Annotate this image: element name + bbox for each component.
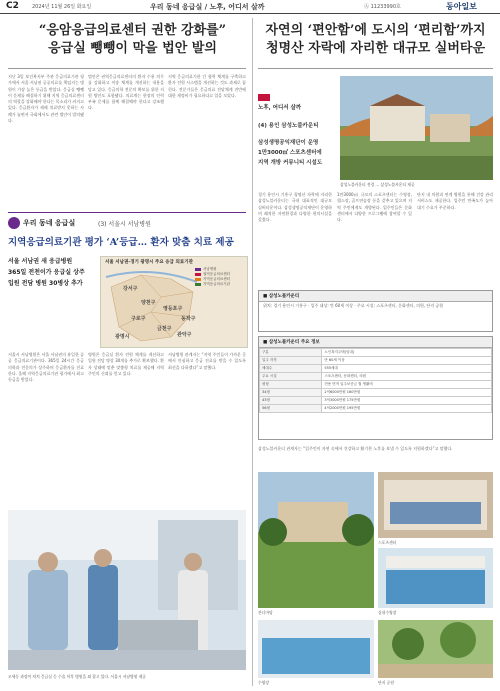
- article-summary: 삼성생명공익재단이 운영 1만3000㎡ 스포츠센터에 지역 개방 커뮤니티 시설도: [258, 140, 323, 166]
- photo-caption: 잔디마당: [258, 610, 273, 615]
- map-label: 광명시: [115, 334, 130, 340]
- silver-town-photo: [340, 76, 493, 180]
- photo-caption: 수영장: [258, 680, 270, 685]
- series-dot-icon: [8, 217, 20, 229]
- column-divider: [252, 18, 253, 686]
- map-label: 영등포구: [163, 306, 183, 312]
- body-text: 지역 응급의료기관 간 협력 체계를 구축하고 환자 전원 시스템을 개선하는 것도 과제로 꼽힌다. 전문가들은 응급의료 전달체계 전반에 대한 재정비가 필요하다고 입을 모았다.: [168, 74, 246, 98]
- table-row: 세대수 555세대: [260, 365, 492, 373]
- left-headline: “응암응급의료센터 권한 강화를” 응급실 뺑뺑이 막을 법안 발의: [38, 23, 227, 56]
- issue-date: 2024년 11월 26일 화요일: [32, 4, 92, 10]
- mid-headline: 지역응급의료기관 평가 ‘A’등급… 환자 맞춤 치료 제공: [8, 237, 234, 248]
- district-map: [100, 256, 248, 348]
- sports-center-photo: [378, 472, 493, 538]
- table-row: 34평 2억6000만원 160만원: [260, 389, 492, 397]
- body-text: 1만3000㎡ 규모의 스포츠센터는 수영장, 헬스장, 골프연습장 등을 갖추고 있으며 지역 주민에게도 개방된다. 입주민들은 문화센터에서 다양한 프로그램에 참여할 수 있다.: [337, 192, 412, 223]
- table-row: 43평 3억3000만원 175만원: [260, 397, 492, 405]
- section-title: 우리 동네 응급실 / 노후, 어디서 살까: [150, 3, 265, 11]
- section-divider: [8, 212, 246, 213]
- divider: [8, 68, 246, 69]
- photo-caption: 실내수영장: [378, 610, 397, 615]
- map-label: 구로구: [131, 316, 146, 322]
- photo-caption: 단지 공원: [378, 680, 394, 685]
- table-row: 주요 시설 스포츠센터, 문화센터, 의원: [260, 373, 492, 381]
- pool-photo: [378, 548, 493, 608]
- map-legend: 서남병원 권역응급의료센터 지역응급의료센터 지역응급의료기관: [195, 267, 245, 287]
- page-number: C2: [6, 1, 19, 11]
- info-table-box: [258, 336, 493, 440]
- lawn-photo: [258, 472, 374, 608]
- map-label: 관악구: [177, 332, 192, 338]
- right-headline: 자연의 ‘편안함’에 도시의 ‘편리함’까지 청명산 자락에 자리한 대규모 실버타운: [265, 23, 486, 56]
- photo-caption: 삼성노블카운티 전경 … 삼성노블카운티 제공: [340, 182, 415, 187]
- map-label: 금천구: [157, 326, 172, 332]
- table-row: 입주 자격 만 60세 이상: [260, 357, 492, 365]
- info-table-title: ■ 삼성노블카운티 주요 정보: [259, 337, 492, 348]
- series-tag-bar: [258, 94, 270, 101]
- map-label: 동작구: [181, 316, 196, 322]
- photo-caption: 오세동 과장이 처치 응급실 등 수술 이후 병원을 외 잡고 있다. 서울시 서남병원 제공: [8, 674, 146, 679]
- body-text: 경기 용인시 기흥구 청명산 자락에 자리한 삼성노블카운티는 국내 대표적인 대규모 실버타운이다. 삼성생명공익재단이 운영하며 쾌적한 자연환경과 다양한 편의시설을 갖췄다.: [258, 192, 332, 223]
- body-text: 병원은 응급실 환자 전원 체계를 개선하고 입원 전담 병상 30개를 추가로 확보했다. 환자 상태에 맞춘 맞춤형 치료를 제공해 지역 주민의 신뢰를 얻고 있다.: [88, 352, 164, 376]
- info-box-title: ■ 삼성노블카운티: [259, 291, 492, 302]
- series-badge: 우리 동네 응급실: [8, 216, 88, 230]
- body-text: 단지 내 의원과 연계 병원을 통해 건강 관리 서비스도 제공한다. 입주민 만족도가 높아 대기 수요가 꾸준하다.: [417, 192, 493, 210]
- lead-text: 서울 서남권 새 응급병원 365일 전천이가 응급실 상주 입원 전담 병원 30병상 추가: [8, 258, 85, 287]
- photo-caption: 스포츠센터: [378, 540, 397, 545]
- table-row: 구분 노인복지주택(임대): [260, 349, 492, 357]
- info-box-text: 위치: 경기 용인시 기흥구 · 입주 대상: 만 60세 이상 · 주요 시설: 스포츠센터, 문화센터, 의원, 단지 공원: [263, 303, 444, 308]
- photo-drawing: [258, 472, 374, 608]
- table-row: 평형 전용 면적 입주보증금 월 생활비: [260, 381, 492, 389]
- issue-code: Ⓐ 11233990호: [364, 4, 401, 10]
- series-subtitle: (3) 서울시 서남병원: [98, 221, 151, 228]
- newspaper-logo: 동아일보: [446, 1, 477, 11]
- body-text: 서남병원 관계자는 “지역 주민들이 가까운 곳에서 안심하고 응급 진료를 받을 수 있도록 최선을 다하겠다”고 말했다.: [168, 352, 246, 370]
- series-tag: 노후, 어디서 살까: [258, 105, 302, 111]
- series-bar: [8, 216, 246, 230]
- hospital-photo: [8, 510, 246, 670]
- photo-drawing: [378, 472, 493, 538]
- map-label: 강서구: [123, 286, 138, 292]
- photo-drawing: [8, 510, 246, 670]
- divider: [258, 68, 493, 69]
- body-text: 지난 3일 보건복지부 주관 응급의료기관 평가에서 서울 서남권 공공의료를 책임지는 병원이 가장 높은 등급을 받았다. 응급실 뺑뺑이 문제를 해결하기 위해 지역 응급의료센터의 역할을 강화해야 한다는 목소리가 커지고 있다. 응급환자가 제때 치료받지 못하는 사례가 늘면서 국회에서도 관련 법안이 발의됐다.: [8, 74, 84, 124]
- photo-drawing: [378, 620, 493, 678]
- info-box: [258, 290, 493, 332]
- photo-drawing: [258, 620, 374, 678]
- swimming-photo: [258, 620, 374, 678]
- map-title: 서울 서남권-경기 광명시 주요 응급 의료기관: [105, 260, 193, 265]
- table-row: 56평 4억2000만원 195만원: [260, 405, 492, 413]
- photo-drawing: [378, 548, 493, 608]
- article-subtitle: (4) 용인 삼성노블카운티: [258, 123, 319, 129]
- body-text: 법안은 권역응급의료센터의 환자 수용 의무를 강화하고 이송 체계를 개선하는 내용을 담고 있다. 응급의학 전문의 확보를 위한 지원 방안도 포함됐다. 의료계는 현장의 인력 부족 문제를 함께 해결해야 한다고 강조했다.: [88, 74, 164, 111]
- photo-drawing: [340, 76, 493, 180]
- body-text: 서울시 서남병원은 서울 서남권의 유일한 공공 응급의료기관이다. 365일 24시간 응급의학과 전문의가 상주하며 응급환자를 진료한다. 올해 지역응급의료기관 평가에서 최고 등급을 받았다.: [8, 352, 84, 383]
- park-photo: [378, 620, 493, 678]
- info-table: [259, 348, 492, 413]
- masthead: [0, 0, 500, 14]
- map-label: 양천구: [141, 300, 156, 306]
- body-text: 삼성노블카운티 관계자는 “입주민이 자연 속에서 건강하고 활기찬 노후를 보낼 수 있도록 지원하겠다”고 말했다.: [258, 446, 453, 451]
